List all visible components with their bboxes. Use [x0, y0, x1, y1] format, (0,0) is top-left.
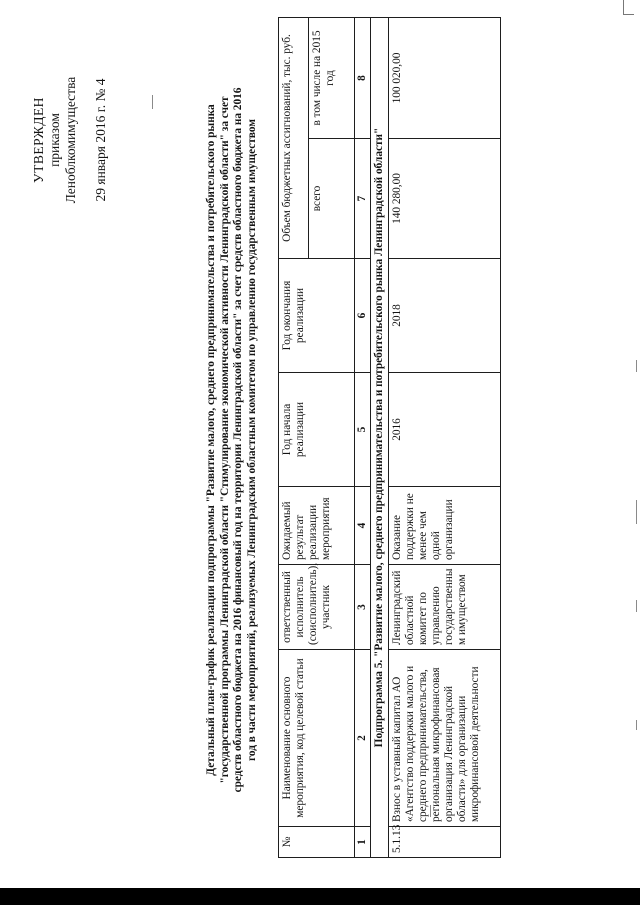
document-sheet — [25, 10, 625, 870]
scan-artifact-line — [636, 720, 637, 730]
section-title: Подпрограмма 5. "Развитие малого, среднего предпринимательства и потребительского рынка Ленинградской области" — [371, 17, 389, 857]
header-volume: Объем бюджетных ассигнований, тыс. руб. — [279, 17, 309, 258]
document-title — [205, 70, 259, 810]
header-end-year: Год окончания реализации — [279, 259, 355, 373]
column-number: 4 — [355, 487, 371, 565]
approval-organization: Леноблкомимущества — [63, 76, 78, 204]
scan-artifact-line — [636, 360, 637, 372]
table-row — [389, 17, 501, 857]
header-executor: ответственный исполнитель (соисполнитель), участник — [279, 565, 355, 650]
column-number: 1 — [355, 827, 371, 858]
approval-order-word: приказом — [47, 113, 62, 167]
column-numbers-row — [355, 17, 371, 857]
approval-date: 29 января 2016 г. № 4 — [93, 78, 108, 202]
column-number: 8 — [355, 17, 371, 138]
scan-artifact-line — [636, 600, 637, 612]
row-start-year: 2016 — [389, 373, 501, 487]
row-name: Взнос в уставный капитал АО «Агентство поддержки малого и среднего предпринимательства, региональная микрофинансовая организация Ленинградской области» для организации микрофинансовой деятельности — [389, 650, 501, 827]
row-num: 5.1.13 — [389, 827, 501, 858]
scan-bottom-bar — [0, 888, 640, 905]
header-result: Ожидаемый результат реализации мероприятия — [279, 487, 355, 565]
row-total: 140 280,00 — [389, 139, 501, 259]
column-number: 3 — [355, 565, 371, 650]
header-name: Наименование основного мероприятия, код целевой статьи — [279, 650, 355, 827]
row-result: Оказание поддержки не менее чем одной организации — [389, 487, 501, 565]
header-start-year: Год начала реализации — [279, 373, 355, 487]
header-num: № — [279, 827, 355, 858]
column-number: 7 — [355, 139, 371, 259]
header-incl-2015: в том числе на 2015 год — [309, 17, 355, 138]
row-executor: Ленинградский областной комитет по управлению государственны м имуществом — [389, 565, 501, 650]
scan-artifact-line — [636, 500, 637, 524]
column-number: 6 — [355, 259, 371, 373]
approval-heading: УТВЕРЖДЕН — [31, 97, 46, 183]
plan-table — [278, 17, 501, 858]
header-total: всего — [309, 139, 355, 259]
title-line: год в части мероприятий, реализуемых Ленинградским областным комитетом по управлению государственным имуществом — [245, 119, 258, 761]
section-row — [371, 17, 389, 857]
column-number: 2 — [355, 650, 371, 827]
title-line: "государственной программы Ленинградской области "Стимулирование экономической активности Ленинградской области" за счет — [218, 96, 231, 784]
title-line: Детальный план-график реализации подпрограммы "Развитие малого, среднего предпринимательства и потребительского рынка — [205, 104, 217, 776]
row-end-year: 2018 — [389, 259, 501, 373]
approval-stamp — [31, 40, 109, 240]
row-incl-2015: 100 020,00 — [389, 17, 501, 138]
column-number: 5 — [355, 373, 371, 487]
title-line: средств областного бюджета на 2016 финансовый год на территории Ленинградской области" за счет средств областного бюджета на 2016 — [232, 87, 244, 793]
